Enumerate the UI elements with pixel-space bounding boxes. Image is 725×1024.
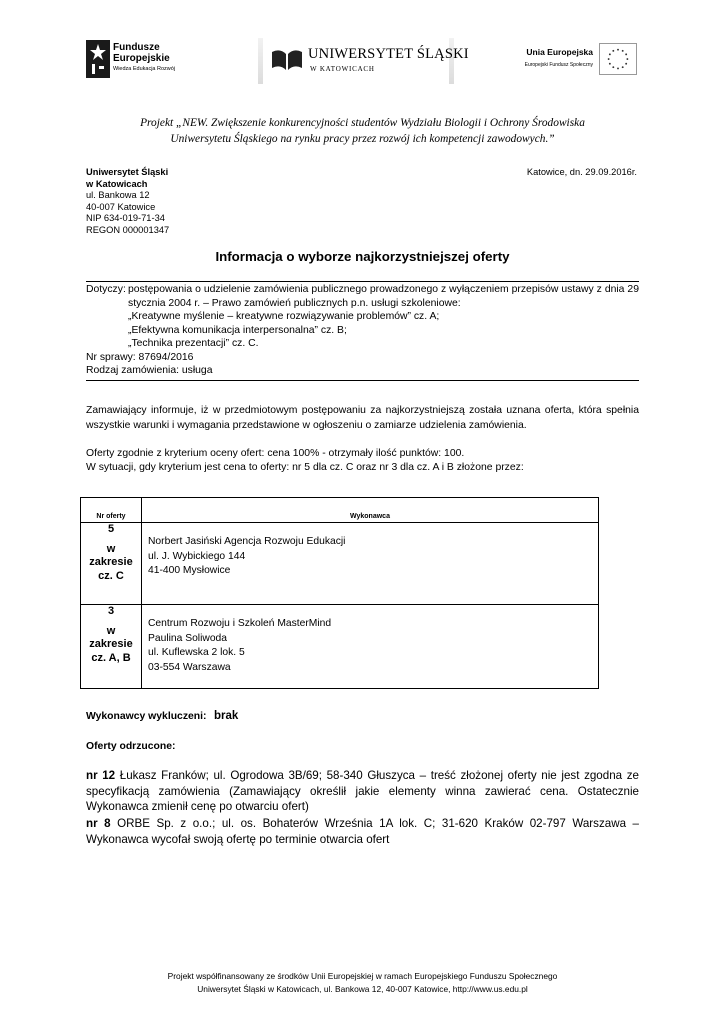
page-footer [0,970,725,995]
offer-number-cell [81,605,142,689]
contractor-cell [142,605,599,689]
header-wykonawca: Wykonawca [142,498,599,523]
criteria-line2: W sytuacji, gdy kryterium jest cena to oferty: nr 5 dla cz. C oraz nr 3 dla cz. A i B złożone przez: [86,462,524,473]
contractor-line: Norbert Jasiński Agencja Rozwoju Edukacji [148,536,346,547]
unia-europejska-logo [497,43,637,78]
fe-logo-line3: Wiedza Edukacja Rozwój [113,66,176,72]
rejected-number: nr 12 [86,769,116,782]
table-row [81,523,599,605]
topic-text: postępowania o udzielenie zamówienia publicznego prowadzonego z wyłączeniem przepisów ustawy z dnia 29 stycznia 2004 r. – Prawo zamówień publicznych p.n. usługi szkoleniowe: [128,284,639,309]
topic-item: „Technika prezentacji” cz. C. [128,338,259,349]
contractor-line: ul. J. Wybickiego 144 [148,550,246,562]
logo-shade-left [258,38,263,84]
contractor-line: Paulina Soliwoda [148,632,227,644]
rejected-offer-8 [86,816,639,847]
contractor-line: 03-554 Warszawa [148,661,231,673]
offer-part: cz. C [98,569,124,582]
sender-street: ul. Bankowa 12 [86,190,150,201]
document-date: Katowice, dn. 29.09.2016r. [526,167,637,177]
rejected-number: nr 8 [86,817,111,830]
rejected-text: ORBE Sp. z o.o.; ul. os. Bohaterów Września 1A lok. C; 31-620 Kraków 02-797 Warszawa – Wykonawca wycofał swoją ofertę po terminie otwarcia ofert [86,817,639,846]
fundusze-europejskie-logo [86,40,206,80]
table-header-row [81,498,599,523]
offer-scope: zakresie [89,556,133,568]
document-title: Informacja o wyborze najkorzystniejszej oferty [215,249,510,264]
contractor-line: 41-400 Mysłowice [148,565,231,576]
eu-flag-icon [599,43,637,75]
offers-table [80,497,599,689]
topic-item: „Kreatywne myślenie – kreatywne rozwiązywanie problemów” cz. A; [128,311,440,322]
project-title [40,115,685,147]
uniwersytet-slaski-logo [258,38,469,84]
offer-part: cz. A, B [91,651,131,664]
rejected-offer-12 [86,768,639,815]
sender-name1: Uniwersytet Śląski [86,167,169,177]
offer-scope: zakresie [89,638,133,650]
footer-line2: Uniwersytet Śląski w Katowicach, ul. Bankowa 12, 40-007 Katowice, http://www.us.edu.pl [197,983,528,994]
excluded-value: brak [213,710,239,722]
case-number: Nr sprawy: 87694/2016 [86,351,194,363]
rejected-label: Oferty odrzucone: [86,741,176,752]
sender-regon: REGON 000001347 [86,224,170,235]
offer-number: 5 [107,523,115,535]
rejected-text: Łukasz Franków; ul. Ogrodowa 3B/69; 58-340 Głuszyca – treść złożonej oferty nie jest zgodna ze specyfikacją zamówienia (Zamawiający określił jakie elementy winna zawierać cena. Ostatecznie Wykonawca zmienił cenę po otwarciu ofert) [86,769,639,813]
fe-star-icon [86,40,110,78]
offer-number: 3 [107,605,115,617]
ue-logo-line2: Europejski Fundusz Społeczny [524,62,593,68]
sender-nip: NIP 634-019-71-34 [86,213,165,224]
ue-logo-line1: Unia Europejska [526,47,593,57]
project-title-line2: Uniwersytetu Śląskiego na rynku pracy przez rozwój ich kompetencji zawodowych.” [170,133,555,145]
info-paragraph: Zamawiający informuje, iż w przedmiotowym postępowaniu za najkorzystniejszą została uznana oferta, która spełnia wszystkie warunki i wymagania przedstawione w ogłoszeniu o zamiarze udzielenia zamówienia. [86,405,639,431]
offer-scope-w: w [106,624,116,637]
order-kind: Rodzaj zamówienia: usługa [86,365,213,376]
header-nr: Nr oferty [81,498,142,523]
us-emblem-icon [270,46,304,74]
offer-number-cell [81,523,142,605]
sender-name2: w Katowicach [86,178,148,189]
excluded-label: Wykonawcy wykluczeni: [86,711,207,722]
sender-city: 40-007 Katowice [86,201,156,212]
topic-label: Dotyczy: [86,284,126,295]
contractor-line: Centrum Rozwoju i Szkoleń MasterMind [148,618,332,629]
topic-item: „Efektywna komunikacja interpersonalna” cz. B; [128,324,347,336]
table-row [81,605,599,689]
project-title-line1: Projekt „NEW. Zwiększenie konkurencyjności studentów Wydziału Biologii i Ochrony Środowiska [140,117,585,129]
excluded-section [86,706,238,724]
contractor-cell [142,523,599,605]
offer-scope-w: w [106,542,116,555]
contractor-line: ul. Kuflewska 2 lok. 5 [148,647,245,658]
criteria-line1: Oferty zgodnie z kryterium oceny ofert: cena 100% - otrzymały ilość punktów: 100. [86,448,465,459]
footer-line1: Projekt współfinansowany ze środków Unii Europejskiej w ramach Europejskiego Funduszu Społecznego [167,971,558,981]
us-logo-line1: UNIWERSYTET ŚLĄSKI [308,46,469,62]
us-logo-line2: W KATOWICACH [310,65,375,73]
sender-address [86,167,169,237]
fe-logo-line1: Fundusze [113,42,160,53]
topic-block [86,281,639,381]
fe-logo-line2: Europejskie [113,53,170,64]
